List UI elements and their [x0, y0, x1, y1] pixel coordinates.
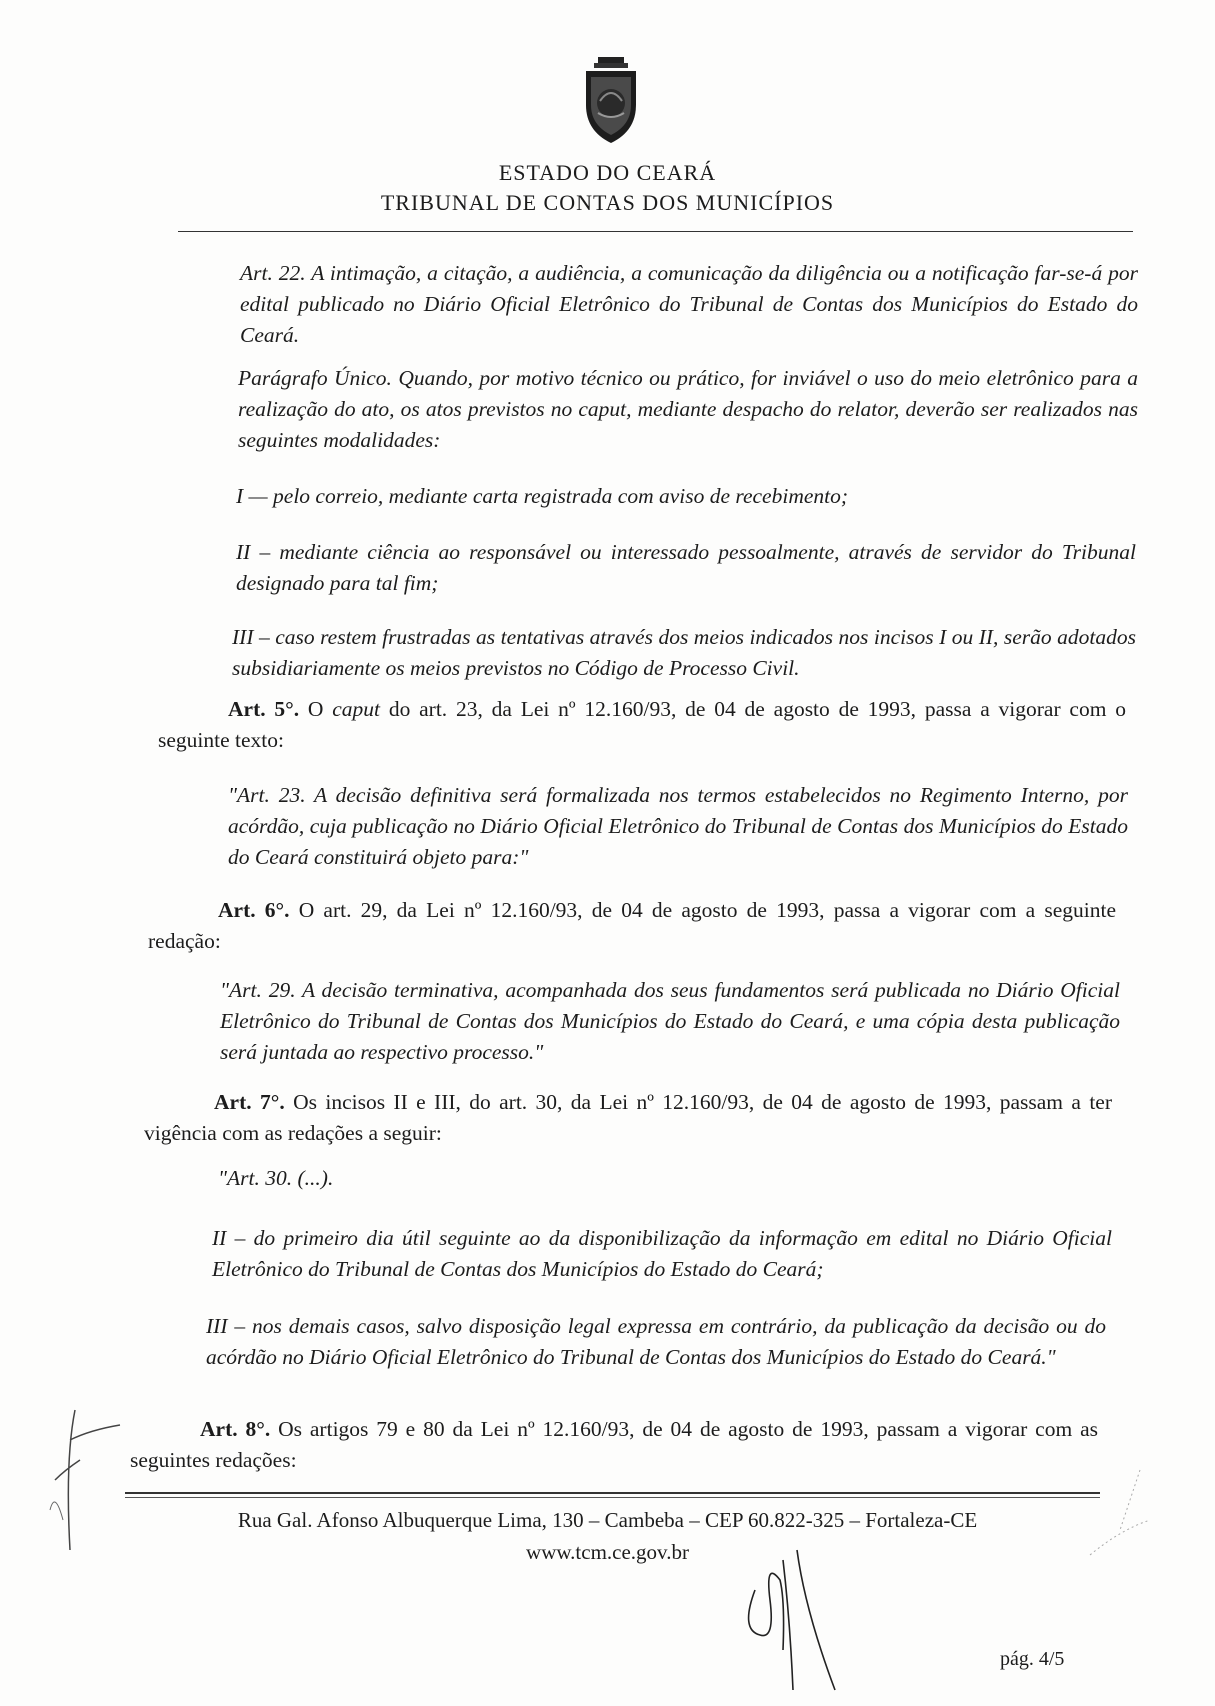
- art5-caput: caput: [332, 697, 381, 721]
- inciso-iii: III – caso restem frustradas as tentativas através dos meios indicados nos incisos I ou II, serão adotados subsidiariamente os meios previstos no Código de Processo Civil.: [232, 625, 1136, 680]
- page-number: pág. 4/5: [1000, 1648, 1065, 1670]
- footer-divider: [125, 1492, 1100, 1494]
- art30-inciso-iii: III – nos demais casos, salvo disposição legal expressa em contrário, da publicação da decisão ou do acórdão no Diário Oficial Eletrônico do Tribunal de Contas dos Municípios do Estado do Ceará.": [206, 1314, 1106, 1369]
- art7-text: Os incisos II e III, do art. 30, da Lei nº 12.160/93, de 04 de agosto de 1993, passam a ter vigência com as redações a seguir:: [144, 1090, 1112, 1145]
- paragrafo-unico: Parágrafo Único. Quando, por motivo técnico ou prático, for inviável o uso do meio eletrônico para a realização do ato, os atos previstos no caput, mediante despacho do relator, deverão ser realizados nas seguintes modalidades:: [238, 366, 1138, 452]
- art5-pre: O: [299, 697, 333, 721]
- header-divider: [178, 231, 1133, 232]
- art23-quote: "Art. 23. A decisão definitiva será formalizada nos termos estabelecidos no Regimento Interno, por acórdão, cuja publicação no Diário Oficial Eletrônico do Tribunal de Contas dos Municípios do Estado do Ceará constituirá objeto para:": [228, 783, 1128, 869]
- art8-paragraph: [130, 1414, 1098, 1476]
- art22-paragraph: Art. 22. A intimação, a citação, a audiência, a comunicação da diligência ou a notificação far-se-á por edital publicado no Diário Oficial Eletrônico do Tribunal de Contas dos Municípios do Estado do Ceará.: [240, 261, 1138, 347]
- art29-quote: "Art. 29. A decisão terminativa, acompanhada dos seus fundamentos será publicada no Diário Oficial Eletrônico do Tribunal de Contas dos Municípios do Estado do Ceará, e uma cópia desta publicação será juntada ao respectivo processo.": [220, 978, 1120, 1064]
- art6-label: Art. 6°.: [218, 898, 290, 922]
- rubric-signature: [735, 1540, 845, 1700]
- art5-text: do art. 23, da Lei nº 12.160/93, de 04 de agosto de 1993, passa a vigorar com o seguinte texto:: [158, 697, 1126, 752]
- art30-head: "Art. 30. (...).: [218, 1166, 334, 1190]
- footer-website: www.tcm.ce.gov.br: [526, 1540, 689, 1564]
- inciso-ii: II – mediante ciência ao responsável ou interessado pessoalmente, através de servidor do Tribunal designado para tal fim;: [236, 540, 1136, 595]
- art7-paragraph: [144, 1087, 1112, 1149]
- art6-paragraph: [148, 895, 1116, 957]
- state-coat-of-arms-icon: [578, 55, 644, 145]
- margin-initials-signature: [35, 1400, 125, 1560]
- art6-text: O art. 29, da Lei nº 12.160/93, de 04 de agosto de 1993, passa a vigorar com a seguinte redação:: [148, 898, 1117, 953]
- art8-label: Art. 8°.: [200, 1417, 271, 1441]
- art8-text: Os artigos 79 e 80 da Lei nº 12.160/93, de 04 de agosto de 1993, passam a vigorar com as seguintes redações:: [130, 1417, 1098, 1472]
- footer-address: Rua Gal. Afonso Albuquerque Lima, 130 – Cambeba – CEP 60.822-325 – Fortaleza-CE: [237, 1508, 978, 1532]
- corner-mark: [1080, 1460, 1160, 1600]
- art5-paragraph: [158, 694, 1126, 756]
- footer-divider-thin: [125, 1497, 1100, 1498]
- art5-label: Art. 5°.: [228, 697, 300, 721]
- art30-inciso-ii: II – do primeiro dia útil seguinte ao da disponibilização da informação em edital no Diário Oficial Eletrônico do Tribunal de Contas dos Municípios do Estado do Ceará;: [212, 1226, 1112, 1281]
- header-tribunal: TRIBUNAL DE CONTAS DOS MUNICÍPIOS: [380, 190, 835, 215]
- header-state: ESTADO DO CEARÁ: [498, 160, 717, 185]
- art7-label: Art. 7°.: [214, 1090, 285, 1114]
- inciso-i: I — pelo correio, mediante carta registrada com aviso de recebimento;: [236, 484, 849, 508]
